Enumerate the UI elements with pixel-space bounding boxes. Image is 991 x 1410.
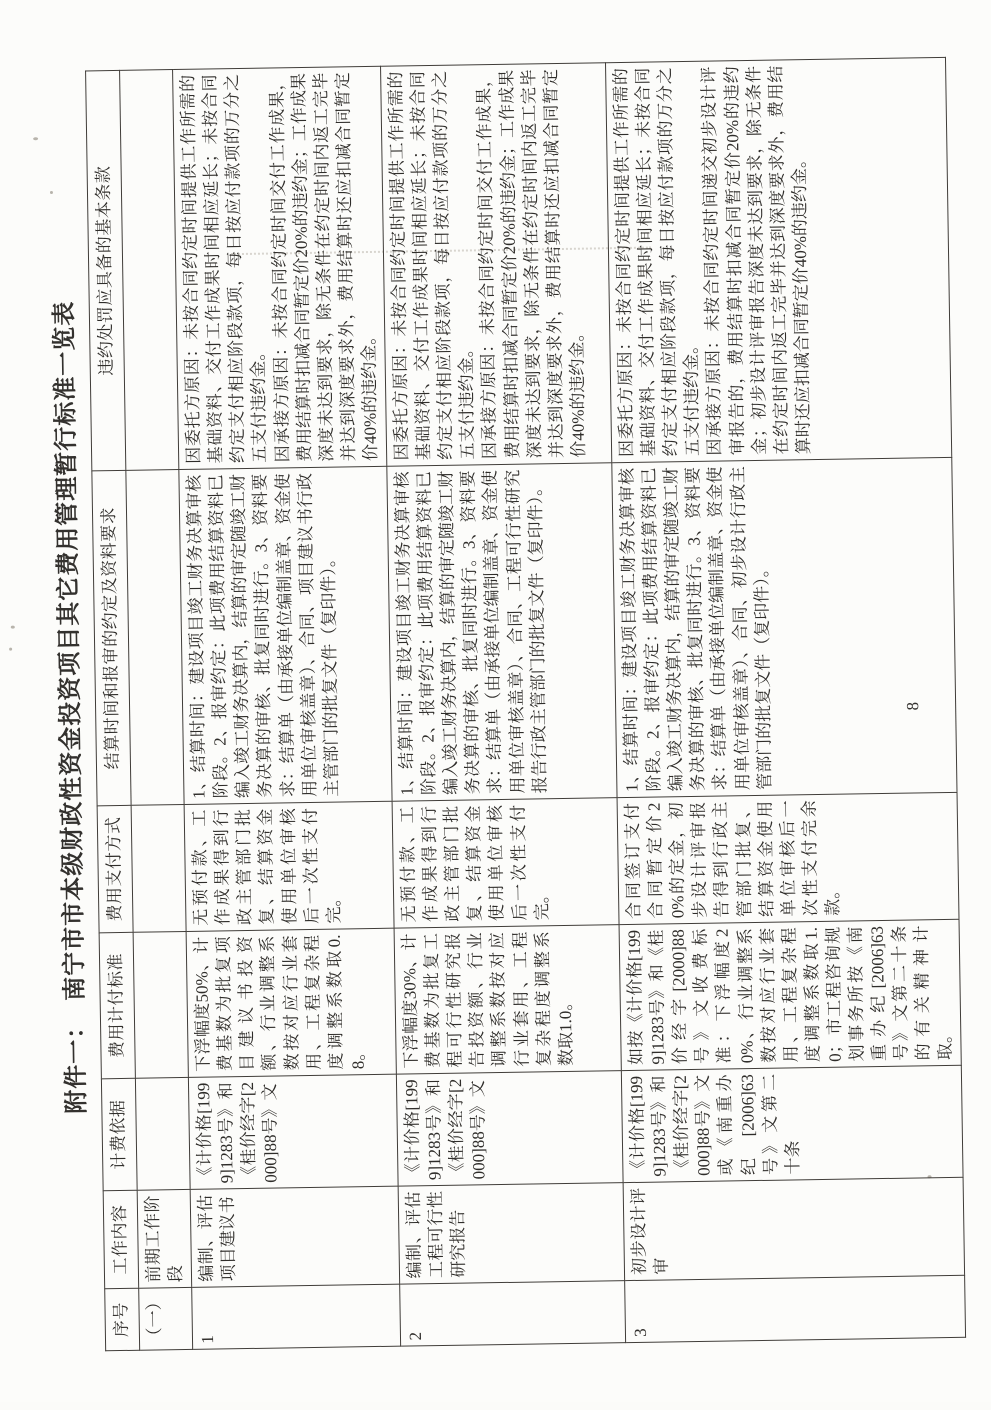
column-header-payment-method: 费用支付方式 — [97, 805, 133, 933]
table-row — [606, 57, 966, 1342]
breach-client-paragraph: 因委托方原因：未按合同约定时间提供工作所需的基础资料、交付工作成果时间相应延长；未按合同约定支付相应阶段款项，每日按应付款项的万分之五支付违约金。 — [178, 73, 270, 464]
column-header-work-content: 工作内容 — [103, 1190, 139, 1289]
column-header-fee-basis: 计费依据 — [101, 1078, 137, 1191]
fee-standard-cell: 下浮幅度50%、计费基数为批复项目建议书投资额、行业调整系数按对应行业套用、工程复杂程度调整系数取0.8。 — [186, 928, 396, 1077]
work-content-cell: 编制、评估工程可行性研究报告 — [398, 1183, 625, 1285]
breach-clause-cell — [173, 66, 387, 469]
fee-standard-cell: 下浮幅度30%、计费基数为批复工程可行性研究报告投资额、行业调整系数按对应行业套用、工程复杂程度调整系数取1.0。 — [394, 925, 621, 1075]
row-number-cell: 2 — [400, 1281, 626, 1347]
page-number: 8 — [903, 701, 923, 711]
section-empty-cell — [135, 1077, 190, 1190]
row-number-cell: 1 — [192, 1284, 401, 1349]
breach-clause-cell — [381, 63, 612, 466]
fee-basis-cell: 《计价格[1999]1283号》和《桂价经字[2000]88号》文或《南重办纪[2006]63号》文第二十条 — [621, 1065, 963, 1182]
work-content-cell: 初步设计评审 — [623, 1177, 965, 1280]
settlement-cell: 1、结算时间：建设项目竣工财务决算审核阶段。2、报审约定：此项费用结算资料已编入竣工财务决算内，结算的审定随竣工财务决算的审核、批复同时进行。3、资料要求：结算单（由承接单位编制盖章、资金使用单位审核盖章）、合同、工程可行性研究报告行政主管部门的批复文件（复印件）。 — [387, 463, 617, 801]
breach-clause-cell — [606, 57, 953, 462]
fee-standards-table — [85, 57, 966, 1351]
payment-method-cell: 无预付款、工作成果得到行政主管部门批复、结算资金使用单位审核后一次性支付完。 — [184, 801, 394, 931]
fee-basis-cell: 《计价格[1999]1283号》和《桂价经字[2000]88号》文 — [189, 1074, 399, 1189]
section-empty-cell — [126, 470, 184, 806]
breach-client-paragraph: 因委托方原因：未按合同约定时间提供工作所需的基础资料、交付工作成果时间相应延长；未按合同约定支付相应阶段款项，每日按应付款项的万分之五支付违约金。 — [611, 67, 703, 458]
section-number-cell: （一） — [139, 1287, 193, 1350]
table-row — [173, 66, 401, 1349]
breach-client-paragraph: 因委托方原因：未按合同约定时间提供工作所需的基础资料、交付工作成果时间相应延长；未按合同约定支付相应阶段款项，每日按应付款项的万分之五支付违约金。 — [386, 70, 478, 461]
column-header-settlement-requirements: 结算时间和报审的约定及资料要求 — [92, 470, 131, 805]
attachment-title: 附件一： 南宁市市本级财政性资金投资项目其它费用管理暂行标准一览表 — [51, 300, 91, 1114]
payment-method-cell: 无预付款、工作成果得到行政主管部门批复、结算资金使用单位审核后一次性支付完。 — [392, 798, 619, 929]
section-empty-cell — [133, 931, 188, 1078]
settlement-cell: 1、结算时间：建设项目竣工财务决算审核阶段。2、报审约定：此项费用结算资料已编入竣工财务决算内，结算的审定随竣工财务决算的审核、批复同时进行。3、资料要求：结算单（由承接单位编制盖章、资金使用单位审核盖章）、合同、初步设计行政主管部门的批复文件（复印件）。 — [612, 457, 958, 797]
breach-contractor-paragraph: 因承接方原因：未按合同约定时间递交初步设计评审报告的，费用结算时扣减合同暂定价20%的违约金；初步设计评审报告深度未达到要求，除无条件在约定时间内返工完毕并达到深度要求外，费用结算时还应扣减合同暂定价40%的违约金。 — [699, 65, 813, 456]
column-header-index: 序号 — [105, 1288, 140, 1351]
breach-contractor-paragraph: 因承接方原因：未按合同约定时间交付工作成果，费用结算时扣减合同暂定价20%的违约金；工作成果深度未达到要求，除无条件在约定时间内返工完毕并达到深度要求外，费用结算时还应扣减合同暂定价40%的违约金。 — [474, 68, 588, 460]
breach-contractor-paragraph: 因承接方原因：未按合同约定时间交付工作成果，费用结算时扣减合同暂定价20%的违约金；工作成果深度未达到要求，除无条件在约定时间内返工完毕并达到深度要求外，费用结算时还应扣减合同暂定价40%的违约金。 — [266, 72, 381, 463]
row-number-cell: 3 — [625, 1275, 966, 1342]
rotated-sheet — [37, 58, 962, 1352]
column-header-breach-clauses: 违约处罚应具备的基本条款 — [86, 70, 126, 470]
fee-basis-cell: 《计价格[1999]1283号》和《桂价经字[2000]88号》文 — [396, 1071, 623, 1187]
payment-method-cell: 合同签订支付合同暂定价20%的定金，初步设计评审报告得到行政主管部门批复、结算资金使用单位审核后一次性支付完余款。 — [617, 792, 959, 924]
section-empty-cell — [131, 804, 186, 932]
fee-standard-cell: 如按《计价格[1999]1283号》和《桂价经字[2000]88号》文收费标准：下浮幅度20%、行业调整系数按对应行业套用、工程复杂程度调整系数取1.0；市工程咨询规划事务所按《南重办纪[2006]63号》文第二十条的有关精神计取。 — [619, 919, 962, 1070]
table-row — [381, 63, 626, 1346]
scan-speck — [11, 626, 15, 629]
section-label-cell: 前期工作阶段 — [137, 1189, 192, 1288]
work-content-cell: 编制、评估项目建议书 — [190, 1186, 399, 1287]
scan-speck — [9, 648, 12, 651]
column-header-fee-standard: 费用计付标准 — [99, 932, 135, 1079]
section-empty-cell — [120, 70, 179, 471]
settlement-cell: 1、结算时间：建设项目竣工财务决算审核阶段。2、报审约定：此项费用结算资料已编入竣工财务决算内，结算的审定随竣工财务决算的审核、批复同时进行。3、资料要求：结算单（由承接单位编制盖章、资金使用单位审核盖章）、合同、项目建议书行政主管部门的批复文件（复印件）。 — [179, 466, 392, 804]
